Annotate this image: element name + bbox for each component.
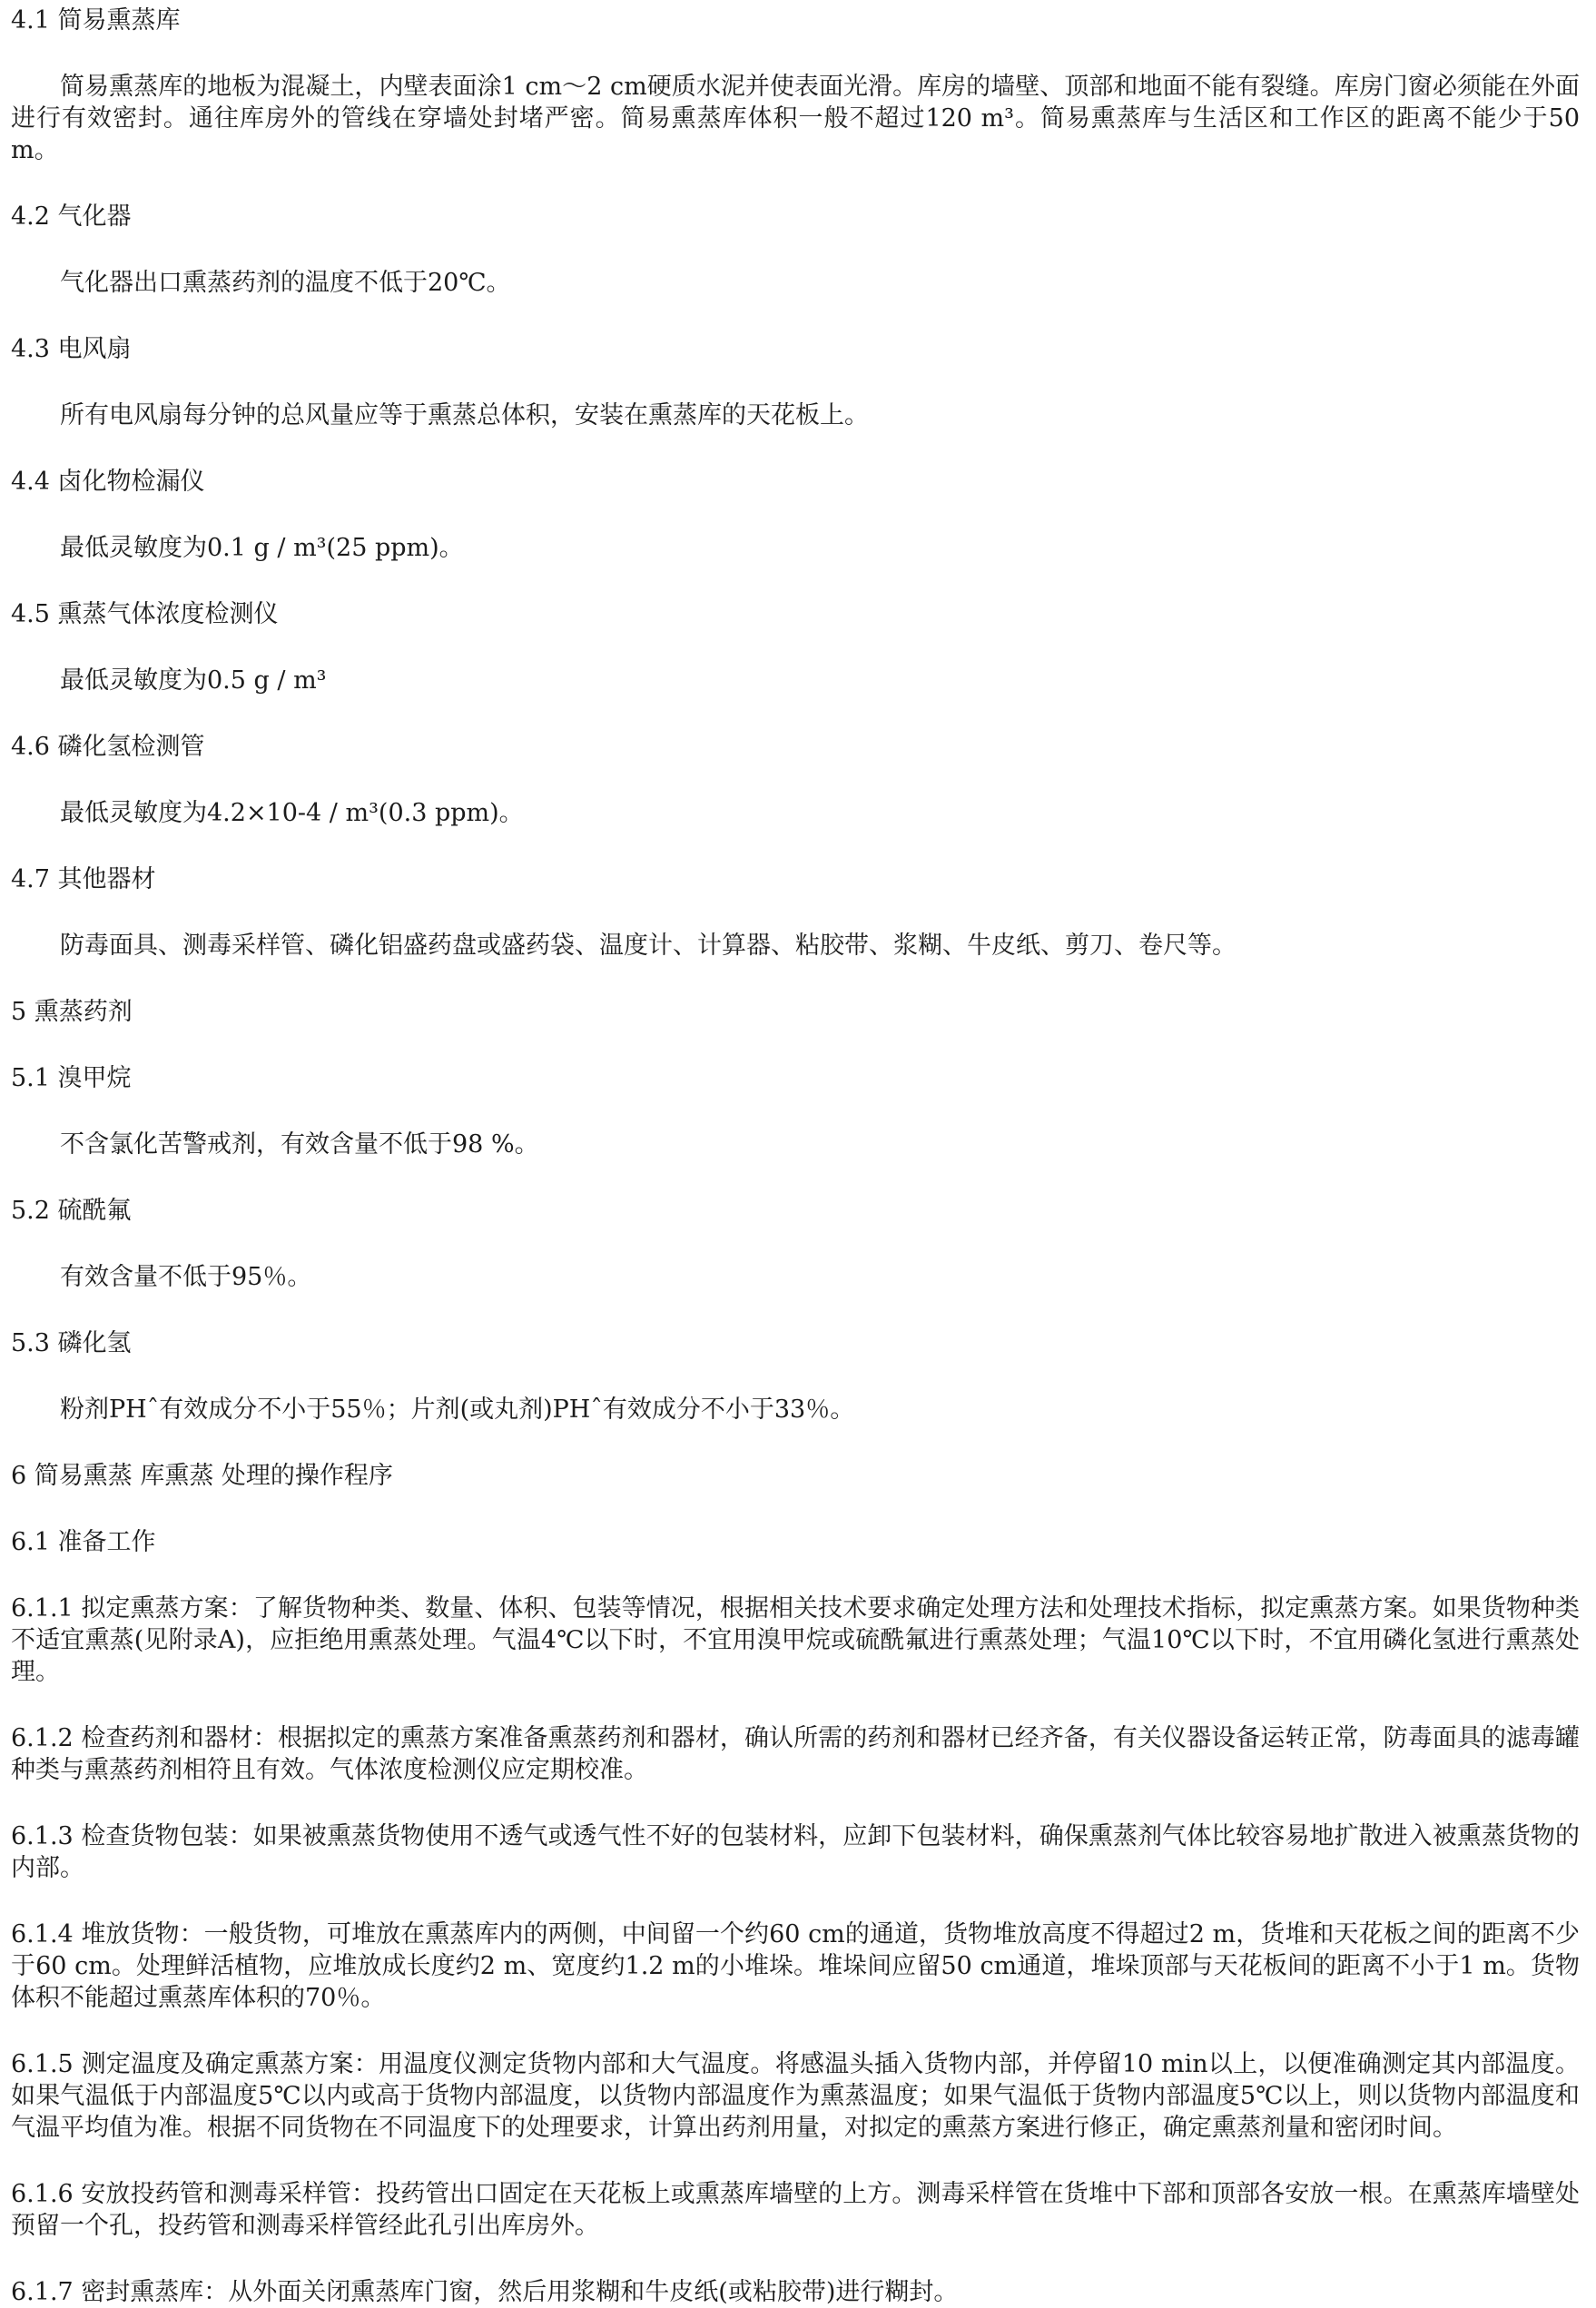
clause-paragraph: 6.1.7 密封熏蒸库：从外面关闭熏蒸库门窗，然后用浆糊和牛皮纸(或粘胶带)进行糊封。	[11, 2278, 959, 2306]
section-heading: 6.1 准备工作	[11, 1528, 156, 1556]
section-heading: 5 熏蒸药剂	[11, 998, 133, 1026]
clause-paragraph: 6.1.1 拟定熏蒸方案：了解货物种类、数量、体积、包装等情况，根据相关技术要求确定处理方法和处理技术指标，拟定熏蒸方案。如果货物种类不适宜熏蒸(见附录A)，应拒绝用熏蒸处理。气温4℃以下时，不宜用溴甲烷或硫酰氟进行熏蒸处理；气温10℃以下时，不宜用磷化氢进行熏蒸处理。	[11, 1594, 1580, 1686]
body-paragraph: 气化器出口熏蒸药剂的温度不低于20℃。	[60, 269, 511, 297]
clause-paragraph: 6.1.6 安放投药管和测毒采样管：投药管出口固定在天花板上或熏蒸库墙壁的上方。测毒采样管在货堆中下部和顶部各安放一根。在熏蒸库墙壁处预留一个孔，投药管和测毒采样管经此孔引出库房外。	[11, 2180, 1580, 2240]
section-heading: 4.7 其他器材	[11, 865, 156, 893]
section-heading: 4.2 气化器	[11, 202, 132, 231]
body-paragraph: 简易熏蒸库的地板为混凝土，内壁表面涂1 cm～2 cm硬质水泥并使表面光滑。库房的墙壁、顶部和地面不能有裂缝。库房门窗必须能在外面进行有效密封。通往库房外的管线在穿墙处封堵严密。简易熏蒸库体积一般不超过120 m³。简易熏蒸库与生活区和工作区的距离不能少于50 m。	[11, 73, 1588, 164]
section-heading: 4.6 磷化氢检测管	[11, 733, 205, 761]
body-paragraph: 粉剂PHˆ有效成分不小于55％；片剂(或丸剂)PHˆ有效成分不小于33％。	[60, 1396, 855, 1424]
body-paragraph: 不含氯化苦警戒剂，有效含量不低于98 %。	[60, 1130, 539, 1159]
clause-paragraph: 6.1.2 检查药剂和器材：根据拟定的熏蒸方案准备熏蒸药剂和器材，确认所需的药剂和器材已经齐备，有关仪器设备运转正常，防毒面具的滤毒罐种类与熏蒸药剂相符且有效。气体浓度检测仪应定期校准。	[11, 1724, 1580, 1784]
body-paragraph: 所有电风扇每分钟的总风量应等于熏蒸总体积，安装在熏蒸库的天花板上。	[60, 401, 869, 429]
body-paragraph: 最低灵敏度为0.1 g / m³(25 ppm)。	[60, 534, 464, 562]
section-heading: 5.3 磷化氢	[11, 1329, 132, 1357]
section-heading: 4.1 简易熏蒸库	[11, 6, 181, 35]
section-heading: 4.3 电风扇	[11, 335, 132, 363]
body-paragraph: 最低灵敏度为4.2×10-4 / m³(0.3 ppm)。	[60, 799, 524, 827]
body-paragraph: 防毒面具、测毒采样管、磷化铝盛药盘或盛药袋、温度计、计算器、粘胶带、浆糊、牛皮纸、剪刀、卷尺等。	[60, 932, 1236, 960]
section-heading: 6 简易熏蒸 库熏蒸 处理的操作程序	[11, 1462, 393, 1490]
section-heading: 4.5 熏蒸气体浓度检测仪	[11, 600, 279, 628]
body-paragraph: 有效含量不低于95％。	[60, 1263, 312, 1291]
clause-paragraph: 6.1.3 检查货物包装：如果被熏蒸货物使用不透气或透气性不好的包装材料，应卸下包装材料，确保熏蒸剂气体比较容易地扩散进入被熏蒸货物的内部。	[11, 1822, 1580, 1882]
section-heading: 4.4 卤化物检漏仪	[11, 468, 205, 496]
clause-paragraph: 6.1.4 堆放货物：一般货物，可堆放在熏蒸库内的两侧，中间留一个约60 cm的通道，货物堆放高度不得超过2 m，货堆和天花板之间的距离不少于60 cm。处理鲜活植物，应堆放成长度约2 m、宽度约1.2 m的小堆垛。堆垛间应留50 cm通道，堆垛顶部与天花板间的距离不小于1 m。货物体积不能超过熏蒸库体积的70％。	[11, 1920, 1580, 2012]
section-heading: 5.2 硫酰氟	[11, 1197, 132, 1225]
body-paragraph: 最低灵敏度为0.5 g / m³	[60, 666, 327, 695]
clause-paragraph: 6.1.5 测定温度及确定熏蒸方案：用温度仪测定货物内部和大气温度。将感温头插入货物内部，并停留10 min以上，以便准确测定其内部温度。如果气温低于内部温度5℃以内或高于货物内部温度，以货物内部温度作为熏蒸温度；如果气温低于货物内部温度5℃以上，则以货物内部温度和气温平均值为准。根据不同货物在不同温度下的处理要求，计算出药剂用量，对拟定的熏蒸方案进行修正，确定熏蒸剂量和密闭时间。	[11, 2050, 1580, 2142]
section-heading: 5.1 溴甲烷	[11, 1064, 132, 1092]
